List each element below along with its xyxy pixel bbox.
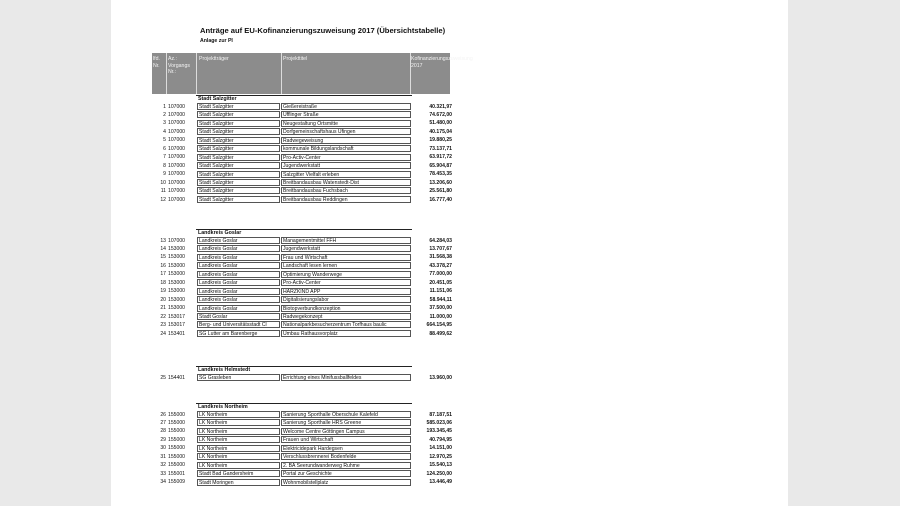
row-az: 153000	[168, 271, 185, 278]
row-az: 155001	[168, 470, 185, 477]
row-az: 153017	[168, 313, 185, 320]
row-az: 107000	[168, 162, 185, 169]
row-az: 153000	[168, 245, 185, 252]
row-nr: 28	[160, 428, 166, 435]
table-row	[152, 436, 452, 444]
row-nr: 22	[160, 313, 166, 320]
row-projekttraeger: SG Lutter am Barenberge	[197, 330, 280, 337]
row-projekttitel: Neugestaltung Ortsmitte	[281, 120, 411, 127]
row-projekttraeger: Stadt Moringen	[197, 479, 280, 486]
row-az: 153401	[168, 330, 185, 337]
row-projekttitel: Jugendwerkstatt	[281, 245, 411, 252]
row-nr: 29	[160, 436, 166, 443]
row-nr: 31	[160, 453, 166, 460]
row-projekttitel: Elektricidepark Hardegsen	[281, 445, 411, 452]
row-nr: 2	[163, 111, 166, 118]
row-betrag: 87.187,51	[429, 411, 452, 418]
table-row	[152, 145, 452, 153]
table-row	[152, 411, 452, 419]
row-betrag: 40.175,04	[429, 128, 452, 135]
table-row	[152, 253, 452, 261]
row-az: 107000	[168, 237, 185, 244]
row-projekttitel: Welcome Centre Göttingen Campus	[281, 428, 411, 435]
row-nr: 18	[160, 279, 166, 286]
row-projekttraeger: Stadt Salzgitter	[197, 103, 280, 110]
row-az: 153017	[168, 322, 185, 329]
row-betrag: 11.151,06	[429, 288, 452, 295]
row-betrag: 25.561,80	[429, 188, 452, 195]
table-row	[152, 270, 452, 278]
row-betrag: 13.206,60	[429, 179, 452, 186]
row-projekttitel: Breitbandausbau Fuchsbach	[281, 187, 411, 194]
table-row	[152, 304, 452, 312]
row-betrag: 37.500,00	[429, 305, 452, 312]
row-az: 155000	[168, 436, 185, 443]
row-projekttraeger: Landkreis Goslar	[197, 271, 280, 278]
row-projekttraeger: Stadt Salzgitter	[197, 120, 280, 127]
row-az: 153000	[168, 288, 185, 295]
row-projekttitel: Sanierung Sporthalle Oberschule Kalefeld	[281, 411, 411, 418]
row-nr: 21	[160, 305, 166, 312]
row-az: 107000	[168, 154, 185, 161]
row-projekttitel: Optimierung Wanderwege	[281, 271, 411, 278]
row-projekttraeger: Stadt Salzgitter	[197, 196, 280, 203]
table-row	[152, 128, 452, 136]
row-projekttraeger: Stadt Salzgitter	[197, 128, 280, 135]
row-projekttitel: Biotopverbundkonzeption	[281, 305, 411, 312]
row-az: 107000	[168, 145, 185, 152]
row-az: 153000	[168, 305, 185, 312]
section-heading: Landkreis Northeim	[196, 403, 412, 411]
table-row	[152, 187, 452, 195]
row-projekttitel: kommunale Bildungslandschaft	[281, 145, 411, 152]
table-row	[152, 296, 452, 304]
row-az: 107000	[168, 188, 185, 195]
section-heading: Landkreis Helmstedt	[196, 366, 412, 374]
row-projekttitel: Radwegekonzept	[281, 313, 411, 320]
table-row	[152, 287, 452, 295]
row-az: 155009	[168, 479, 185, 486]
row-projekttraeger: Landkreis Goslar	[197, 245, 280, 252]
row-betrag: 11.000,00	[429, 313, 452, 320]
row-betrag: 77.000,00	[429, 271, 452, 278]
row-projekttraeger: Stadt Salzgitter	[197, 162, 280, 169]
row-projekttraeger: Landkreis Goslar	[197, 237, 280, 244]
row-projekttraeger: Stadt Salzgitter	[197, 111, 280, 118]
row-projekttraeger: Stadt Salzgitter	[197, 154, 280, 161]
row-nr: 4	[163, 128, 166, 135]
row-nr: 5	[163, 137, 166, 144]
row-betrag: 15.540,13	[429, 462, 452, 469]
table-row	[152, 470, 452, 478]
row-az: 153000	[168, 254, 185, 261]
row-az: 153000	[168, 262, 185, 269]
row-betrag: 193.345,45	[426, 428, 452, 435]
row-betrag: 664.154,95	[426, 322, 452, 329]
row-projekttitel: Pro-Activ-Center	[281, 154, 411, 161]
row-betrag: 20.451,05	[429, 279, 452, 286]
row-betrag: 16.777,40	[429, 196, 452, 203]
row-projekttitel: Breitbandausbau Watenstedt-Dist	[281, 179, 411, 186]
row-projekttitel: Umbau Rathausvorplatz	[281, 330, 411, 337]
row-projekttraeger: LK Northeim	[197, 436, 280, 443]
row-projekttraeger: LK Northeim	[197, 411, 280, 418]
row-az: 155000	[168, 445, 185, 452]
header-divider	[281, 53, 282, 94]
table-row	[152, 153, 452, 161]
row-projekttitel: HARZKIND APP	[281, 288, 411, 295]
row-projekttraeger: Landkreis Goslar	[197, 279, 280, 286]
row-projekttitel: Landschaft lesen lernen	[281, 262, 411, 269]
row-betrag: 58.944,11	[429, 296, 452, 303]
row-nr: 7	[163, 154, 166, 161]
row-projekttraeger: Stadt Salzgitter	[197, 137, 280, 144]
row-projekttraeger: Landkreis Goslar	[197, 254, 280, 261]
row-betrag: 78.453,35	[429, 171, 452, 178]
row-projekttitel: Üfflinger Straße	[281, 111, 411, 118]
table-row	[152, 453, 452, 461]
row-az: 107000	[168, 111, 185, 118]
row-projekttraeger: Stadt Goslar	[197, 313, 280, 320]
row-nr: 10	[160, 179, 166, 186]
table-row	[152, 245, 452, 253]
row-betrag: 19.880,25	[429, 137, 452, 144]
header-divider	[166, 53, 167, 94]
row-betrag: 40.794,95	[429, 436, 452, 443]
row-nr: 8	[163, 162, 166, 169]
row-projekttitel: Dorfgemeinschaftshaus Üfingen	[281, 128, 411, 135]
table-row	[152, 170, 452, 178]
row-projekttraeger: LK Northeim	[197, 453, 280, 460]
row-betrag: 64.284,03	[429, 237, 452, 244]
row-nr: 9	[163, 171, 166, 178]
row-nr: 20	[160, 296, 166, 303]
header-projekttraeger: Projektträger	[199, 56, 229, 62]
row-betrag: 13.446,49	[429, 479, 452, 486]
row-projekttitel: Errichtung eines Minifussballfeldes	[281, 374, 411, 381]
table-row	[152, 419, 452, 427]
row-nr: 33	[160, 470, 166, 477]
row-betrag: 74.672,00	[429, 111, 452, 118]
section-heading: Stadt Salzgitter	[196, 95, 412, 103]
row-az: 107000	[168, 137, 185, 144]
row-nr: 3	[163, 120, 166, 127]
row-nr: 16	[160, 262, 166, 269]
row-projekttitel: Salzgitter Vielfalt erleben	[281, 171, 411, 178]
table-row	[152, 196, 452, 204]
row-projekttitel: Digitalisierungslabor	[281, 296, 411, 303]
row-nr: 13	[160, 237, 166, 244]
row-nr: 27	[160, 419, 166, 426]
row-projekttitel: Sanierung Sporthalle HRS Greene	[281, 419, 411, 426]
document-subtitle: Anlage zur PI	[200, 38, 233, 44]
row-betrag: 73.137,71	[429, 145, 452, 152]
row-nr: 30	[160, 445, 166, 452]
row-projekttraeger: Landkreis Goslar	[197, 262, 280, 269]
section-heading: Landkreis Goslar	[196, 229, 412, 237]
row-projekttraeger: Stadt Salzgitter	[197, 179, 280, 186]
row-projekttraeger: Landkreis Goslar	[197, 296, 280, 303]
row-nr: 11	[160, 188, 166, 195]
row-nr: 14	[160, 245, 166, 252]
row-nr: 25	[160, 374, 166, 381]
row-projekttitel: Pro-Activ-Center	[281, 279, 411, 286]
table-row	[152, 179, 452, 187]
row-projekttraeger: Stadt Salzgitter	[197, 145, 280, 152]
row-betrag: 88.499,62	[429, 330, 452, 337]
row-az: 155000	[168, 419, 185, 426]
row-nr: 19	[160, 288, 166, 295]
table-row	[152, 330, 452, 338]
row-projekttraeger: Stadt Salzgitter	[197, 187, 280, 194]
document-page	[111, 0, 788, 506]
row-projekttitel: Wohnmobilstellplatz	[281, 479, 411, 486]
table-row	[152, 427, 452, 435]
row-projekttitel: Frau und Wirtschaft	[281, 254, 411, 261]
table-row	[152, 374, 452, 382]
header-divider	[196, 53, 197, 94]
table-row	[152, 478, 452, 486]
row-projekttraeger: SG Grasleben	[197, 374, 280, 381]
table-row	[152, 111, 452, 119]
table-row	[152, 237, 452, 245]
row-projekttitel: 2. BA Seerundwanderweg Ruhme	[281, 462, 411, 469]
row-nr: 23	[160, 322, 166, 329]
row-nr: 1	[163, 103, 166, 110]
row-az: 154401	[168, 374, 185, 381]
header-nr: lfd. Nr.	[153, 56, 160, 69]
header-divider	[410, 53, 411, 94]
row-projekttraeger: LK Northeim	[197, 428, 280, 435]
row-az: 155000	[168, 428, 185, 435]
table-row	[152, 461, 452, 469]
header-projekttitel: Projekttitel	[283, 56, 308, 62]
row-az: 153000	[168, 296, 185, 303]
row-betrag: 13.707,67	[429, 245, 452, 252]
row-betrag: 43.378,27	[429, 262, 452, 269]
row-betrag: 65.904,87	[429, 162, 452, 169]
row-projekttraeger: Stadt Bad Gandersheim	[197, 470, 280, 477]
table-row	[152, 103, 452, 111]
table-row	[152, 262, 452, 270]
row-projekttraeger: Berg- und Universitätsstadt Cl	[197, 321, 280, 328]
row-projekttraeger: Landkreis Goslar	[197, 288, 280, 295]
row-projekttraeger: LK Northeim	[197, 462, 280, 469]
row-betrag: 13.960,00	[429, 374, 452, 381]
row-projekttitel: Jugendwerkstatt	[281, 162, 411, 169]
header-az: Az.: Vorgangs Nr.:	[168, 56, 190, 76]
row-projekttraeger: LK Northeim	[197, 419, 280, 426]
row-betrag: 31.568,38	[429, 254, 452, 261]
row-betrag: 63.917,72	[429, 154, 452, 161]
table-row	[152, 279, 452, 287]
row-betrag: 585.023,06	[426, 419, 452, 426]
row-projekttitel: Managementmittel FFH	[281, 237, 411, 244]
row-projekttitel: Radwegeweisung	[281, 137, 411, 144]
row-az: 153000	[168, 279, 185, 286]
table-row	[152, 444, 452, 452]
row-projekttitel: Gießereistraße	[281, 103, 411, 110]
row-az: 155000	[168, 462, 185, 469]
row-az: 107000	[168, 179, 185, 186]
row-projekttitel: Portal zur Geschichte	[281, 470, 411, 477]
row-nr: 15	[160, 254, 166, 261]
row-az: 155000	[168, 453, 185, 460]
row-projekttitel: Nationalparkbesucherzentrum Torfhaus baulic	[281, 321, 411, 328]
row-betrag: 124.250,00	[426, 470, 452, 477]
row-nr: 26	[160, 411, 166, 418]
row-az: 107000	[168, 171, 185, 178]
row-nr: 32	[160, 462, 166, 469]
row-az: 155000	[168, 411, 185, 418]
table-row	[152, 321, 452, 329]
header-betrag-cell	[410, 53, 473, 94]
row-projekttraeger: LK Northeim	[197, 445, 280, 452]
table-row	[152, 162, 452, 170]
row-az: 107000	[168, 120, 185, 127]
row-projekttraeger: Stadt Salzgitter	[197, 171, 280, 178]
row-az: 107000	[168, 128, 185, 135]
row-az: 107000	[168, 196, 185, 203]
table-row	[152, 136, 452, 144]
row-betrag: 12.970,25	[429, 453, 452, 460]
table-row	[152, 119, 452, 127]
row-betrag: 40.321,97	[429, 103, 452, 110]
row-betrag: 14.151,00	[429, 445, 452, 452]
row-nr: 24	[160, 330, 166, 337]
row-nr: 12	[160, 196, 166, 203]
row-nr: 17	[160, 271, 166, 278]
row-projekttitel: Verschlussbrennerei Bodenfelde	[281, 453, 411, 460]
table-row	[152, 313, 452, 321]
row-nr: 34	[160, 479, 166, 486]
row-nr: 6	[163, 145, 166, 152]
row-projekttitel: Frauen und Wirtschaft	[281, 436, 411, 443]
header-betrag: Kofinanzierungszuweisung 2017	[411, 56, 473, 69]
row-az: 107000	[168, 103, 185, 110]
row-betrag: 51.480,00	[429, 120, 452, 127]
document-title: Anträge auf EU-Kofinanzierungszuweisung 2017 (Übersichtstabelle)	[200, 26, 446, 35]
row-projekttitel: Breitbandausbau Reddingen	[281, 196, 411, 203]
row-projekttraeger: Landkreis Goslar	[197, 305, 280, 312]
